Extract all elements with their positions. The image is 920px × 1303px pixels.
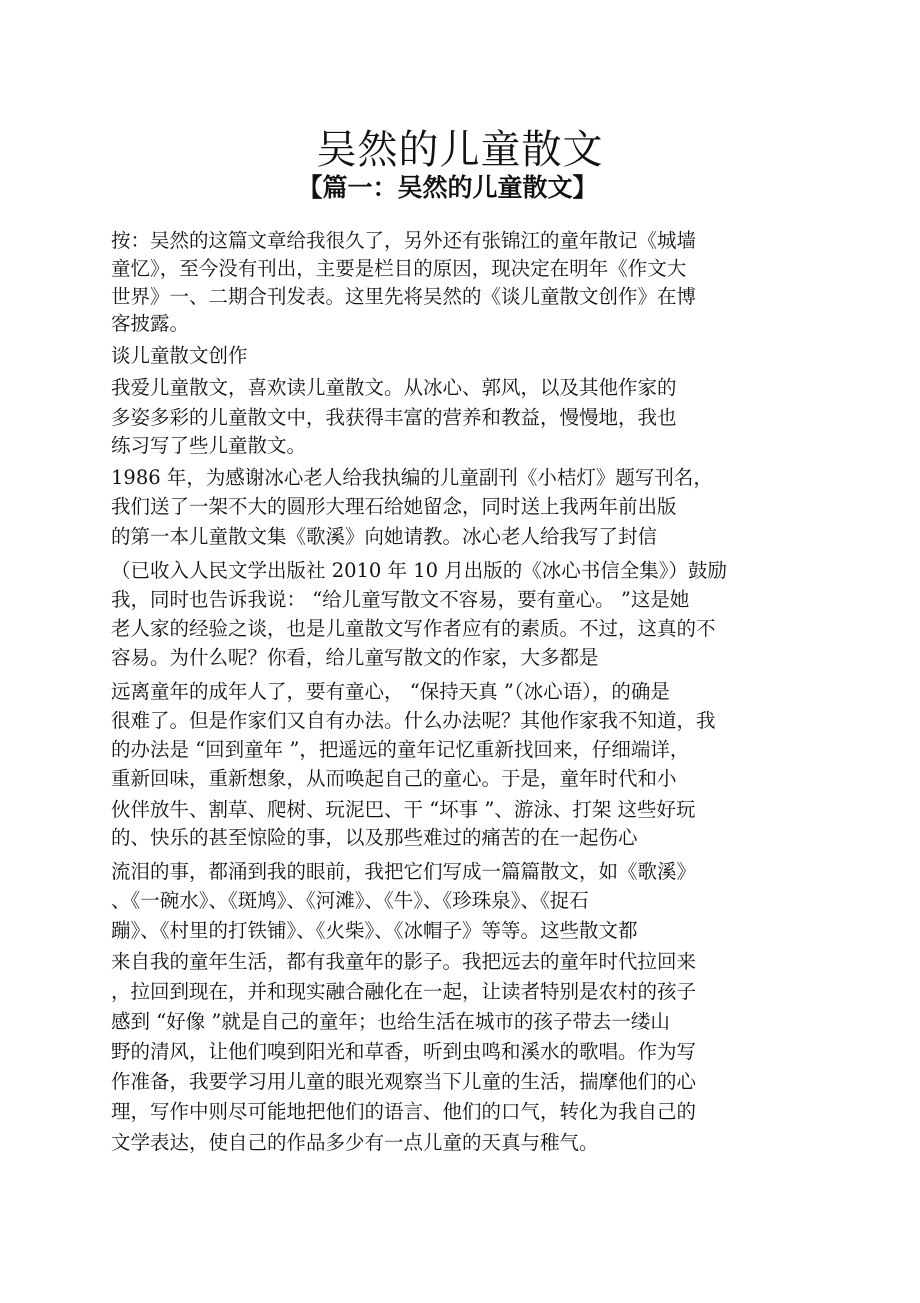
body-line: 作准备，我要学习用儿童的眼光观察当下儿童的生活，揣摩他们的心 — [111, 1070, 697, 1093]
body-line: 远离童年的成年人了，要有童心， “保持天真 ”（冰心语），的确是 — [111, 680, 670, 703]
body-line: 老人家的经验之谈，也是儿童散文写作者应有的素质。不过，这真的不 — [111, 617, 716, 640]
body-line: 来自我的童年生活，都有我童年的影子。我把远去的童年时代拉回来 — [111, 950, 697, 973]
section-heading: 谈儿童散文创作 — [111, 344, 248, 367]
body-line: 很难了。但是作家们又自有办法。什么办法呢？其他作家我不知道，我 — [111, 709, 716, 732]
body-line: 感到 “好像 ”就是自己的童年；也给生活在城市的孩子带去一缕山 — [111, 1010, 670, 1033]
body-line: 的第一本儿童散文集《歌溪》向她请教。冰心老人给我写了封信 — [111, 525, 658, 548]
body-line: ，拉回到现在，并和现实融合融化在一起，让读者特别是农村的孩子 — [111, 980, 697, 1003]
document-title: 吴然的儿童散文 — [316, 127, 604, 173]
body-line: 流泪的事，都涌到我的眼前，我把它们写成一篇篇散文，如《歌溪》 — [111, 860, 697, 883]
body-line: 文学表达，使自己的作品多少有一点儿童的天真与稚气。 — [111, 1131, 599, 1154]
body-line: 的办法是 “回到童年 ”，把遥远的童年记忆重新找回来，仔细端详， — [111, 738, 690, 761]
body-line: 多姿多彩的儿童散文中，我获得丰富的营养和教益，慢慢地，我也 — [111, 406, 677, 429]
body-line: 野的清风，让他们嗅到阳光和草香，听到虫鸣和溪水的歌唱。作为写 — [111, 1040, 697, 1063]
body-line: 伙伴放牛、割草、爬树、玩泥巴、干 “坏事 ”、游泳、打架 这些好玩 — [111, 798, 696, 821]
body-line: 容易。为什么呢？你看，给儿童写散文的作家，大多都是 — [111, 646, 599, 669]
body-line: 练习写了些儿童散文。 — [111, 434, 307, 457]
body-line: 按：吴然的这篇文章给我很久了，另外还有张锦江的童年散记《城墙 — [111, 229, 697, 252]
body-line: 理，写作中则尽可能地把他们的语言、他们的口气，转化为我自己的 — [111, 1100, 697, 1123]
body-line: 、《一碗水》、《斑鸠》、《河滩》、《牛》、《珍珠泉》、《捉石 — [111, 889, 589, 912]
body-line: （已收入人民文学出版社 2010 年 10 月出版的《冰心书信全集》）鼓励 — [111, 559, 727, 582]
body-line: 我们送了一架不大的圆形大理石给她留念，同时送上我两年前出版 — [111, 495, 677, 518]
body-line: 我爱儿童散文，喜欢读儿童散文。从冰心、郭风，以及其他作家的 — [111, 376, 677, 399]
document-subtitle: 【篇一：吴然的儿童散文】 — [297, 173, 598, 202]
body-line: 童忆》，至今没有刊出，主要是栏目的原因，现决定在明年《作文大 — [111, 257, 687, 280]
body-line: 世界》一、二期合刊发表。这里先将吴然的《谈儿童散文创作》在博 — [111, 285, 697, 308]
body-line: 蹦》、《村里的打铁铺》、《火柴》、《冰帽子》等等。这些散文都 — [111, 919, 638, 942]
body-line: 我，同时也告诉我说： “给儿童写散文不容易，要有童心。 ”这是她 — [111, 588, 690, 611]
body-line: 的、快乐的甚至惊险的事，以及那些难过的痛苦的在一起伤心 — [111, 826, 638, 849]
body-line: 1986 年，为感谢冰心老人给我执编的儿童副刊《小桔灯》题写刊名， — [111, 466, 713, 489]
body-line: 重新回味，重新想象，从而唤起自己的童心。于是，童年时代和小 — [111, 767, 677, 790]
body-line: 客披露。 — [111, 312, 190, 335]
